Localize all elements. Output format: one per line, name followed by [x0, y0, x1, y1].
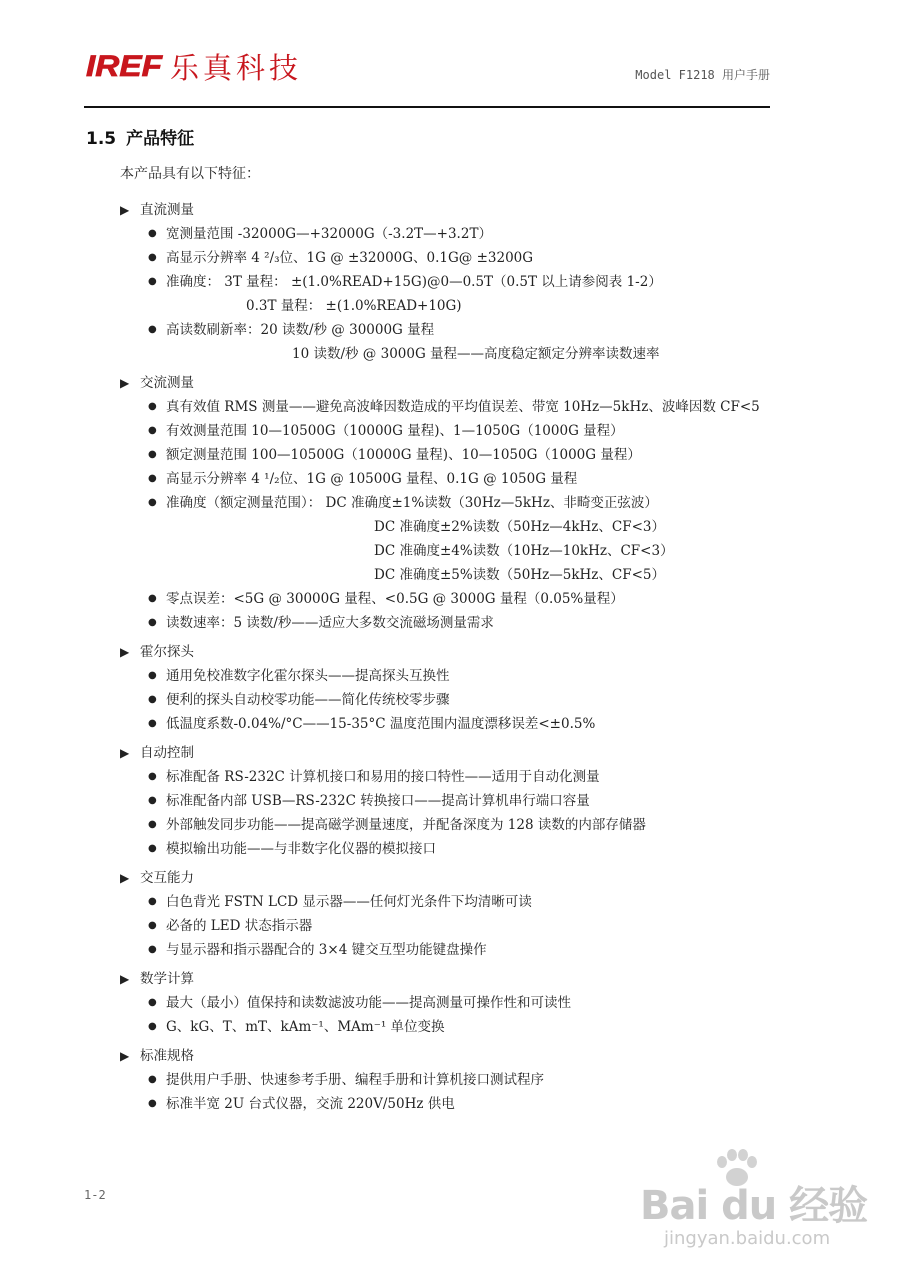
list-item: ● 最大（最小）值保持和读数滤波功能——提高测量可操作性和可读性	[120, 991, 780, 1015]
header-divider	[84, 106, 770, 108]
group-title-auto-control: ▶ 自动控制	[120, 741, 780, 765]
intro-text: 本产品具有以下特征：	[120, 166, 260, 182]
list-item: ● 标准配备 RS-232C 计算机接口和易用的接口特性——适用于自动化测量	[120, 765, 780, 789]
list-item: ● 便利的探头自动校零功能——简化传统校零步骤	[120, 688, 780, 712]
list-item: ● 读数速率：5 读数/秒——适应大多数交流磁场测量需求	[120, 611, 780, 635]
list-item: ● 低温度系数-0.04%/°C——15-35°C 温度范围内温度漂移误差<±0.5%	[120, 712, 780, 736]
triangle-bullet-icon: ▶	[120, 746, 130, 760]
triangle-bullet-icon: ▶	[120, 972, 130, 986]
list-item: ● 通用免校准数字化霍尔探头——提高探头互换性	[120, 664, 780, 688]
bullet-icon: ●	[148, 276, 157, 287]
bullet-icon: ●	[148, 771, 157, 782]
bullet-icon: ●	[148, 617, 157, 628]
page-number: 1-2	[84, 1188, 106, 1202]
list-item: ● 提供用户手册、快速参考手册、编程手册和计算机接口测试程序	[120, 1068, 780, 1092]
bullet-icon: ●	[148, 920, 157, 931]
bullet-icon: ●	[148, 324, 157, 335]
triangle-bullet-icon: ▶	[120, 203, 130, 217]
page-header	[84, 44, 770, 110]
list-item: ● 标准配备内部 USB—RS-232C 转换接口——提高计算机串行端口容量	[120, 789, 780, 813]
group-title-interaction: ▶ 交互能力	[120, 866, 780, 890]
bullet-icon: ●	[148, 1021, 157, 1032]
feature-list	[120, 193, 780, 1116]
triangle-bullet-icon: ▶	[120, 871, 130, 885]
list-item: ● 准确度（额定测量范围）： DC 准确度±1%读数（30Hz—5kHz、非畸变正弦波） DC 准确度±2%读数（50Hz—4kHz、CF<3） DC 准确度±4%读数（10Hz—10kHz、CF<3） DC 准确度±5%读数（50Hz—5kHz、CF<5）	[120, 491, 780, 587]
bullet-icon: ●	[148, 228, 157, 239]
list-item: ● 必备的 LED 状态指示器	[120, 914, 780, 938]
bullet-icon: ●	[148, 252, 157, 263]
iref-logo	[84, 50, 164, 80]
bullet-icon: ●	[148, 896, 157, 907]
list-item: ● 零点误差：<5G @ 30000G 量程、<0.5G @ 3000G 量程（0.05%量程）	[120, 587, 780, 611]
bullet-icon: ●	[148, 425, 157, 436]
company-name: 乐真科技	[170, 51, 303, 85]
bullet-icon: ●	[148, 843, 157, 854]
list-item: ● 有效测量范围 10—10500G（10000G 量程)、1—1050G（1000G 量程）	[120, 419, 780, 443]
section-title	[86, 124, 194, 149]
model-label: Model F1218 用户手册	[635, 68, 770, 82]
bullet-icon: ●	[148, 1098, 157, 1109]
bullet-icon: ●	[148, 401, 157, 412]
group-title-ac: ▶ 交流测量	[120, 371, 780, 395]
group-title-standard: ▶ 标准规格	[120, 1044, 780, 1068]
triangle-bullet-icon: ▶	[120, 1049, 130, 1063]
bullet-icon: ●	[148, 718, 157, 729]
list-item: ● G、kG、T、mT、kAm⁻¹、MAm⁻¹ 单位变换	[120, 1015, 780, 1039]
bullet-icon: ●	[148, 819, 157, 830]
bullet-icon: ●	[148, 670, 157, 681]
list-item: ● 准确度： 3T 量程： ±(1.0%READ+15G)@0—0.5T（0.5T 以上请参阅表 1-2） 0.3T 量程： ±(1.0%READ+10G)	[120, 270, 780, 318]
list-item: ● 高显示分辨率 4 ¹/₂位、1G @ 10500G 量程、0.1G @ 1050G 量程	[120, 467, 780, 491]
section-number: 1.5	[86, 129, 117, 149]
section-heading: 产品特征	[126, 129, 195, 149]
watermark-brand: Bai du 经验	[640, 1183, 868, 1229]
bullet-icon: ●	[148, 497, 157, 508]
list-item: ● 标准半宽 2U 台式仪器，交流 220V/50Hz 供电	[120, 1092, 780, 1116]
bullet-icon: ●	[148, 593, 157, 604]
list-item: ● 模拟输出功能——与非数字化仪器的模拟接口	[120, 837, 780, 861]
group-title-hall-probe: ▶ 霍尔探头	[120, 640, 780, 664]
list-item: ● 高读数刷新率：20 读数/秒 @ 30000G 量程 10 读数/秒 @ 3000G 量程——高度稳定额定分辨率读数速率	[120, 318, 780, 366]
bullet-icon: ●	[148, 1074, 157, 1085]
bullet-icon: ●	[148, 694, 157, 705]
bullet-icon: ●	[148, 473, 157, 484]
list-item: ● 真有效值 RMS 测量——避免高波峰因数造成的平均值误差、带宽 10Hz—5kHz、波峰因数 CF<5	[120, 395, 780, 419]
list-item: ● 与显示器和指示器配合的 3×4 键交互型功能键盘操作	[120, 938, 780, 962]
triangle-bullet-icon: ▶	[120, 645, 130, 659]
svg-text:IREF: IREF	[86, 50, 163, 80]
list-item: ● 额定测量范围 100—10500G（10000G 量程)、10—1050G（1000G 量程）	[120, 443, 780, 467]
list-item: ● 白色背光 FSTN LCD 显示器——任何灯光条件下均清晰可读	[120, 890, 780, 914]
bullet-icon: ●	[148, 449, 157, 460]
bullet-icon: ●	[148, 795, 157, 806]
group-title-math: ▶ 数学计算	[120, 967, 780, 991]
list-item: ● 外部触发同步功能——提高磁学测量速度，并配备深度为 128 读数的内部存储器	[120, 813, 780, 837]
list-item: ● 高显示分辨率 4 ²/₃位、1G @ ±32000G、0.1G@ ±3200G	[120, 246, 780, 270]
triangle-bullet-icon: ▶	[120, 376, 130, 390]
bullet-icon: ●	[148, 944, 157, 955]
baidu-watermark	[640, 1148, 890, 1260]
group-title-dc: ▶ 直流测量	[120, 198, 780, 222]
watermark-url: jingyan.baidu.com	[664, 1228, 831, 1249]
list-item: ● 宽测量范围 -32000G—+32000G（-3.2T—+3.2T）	[120, 222, 780, 246]
bullet-icon: ●	[148, 997, 157, 1008]
